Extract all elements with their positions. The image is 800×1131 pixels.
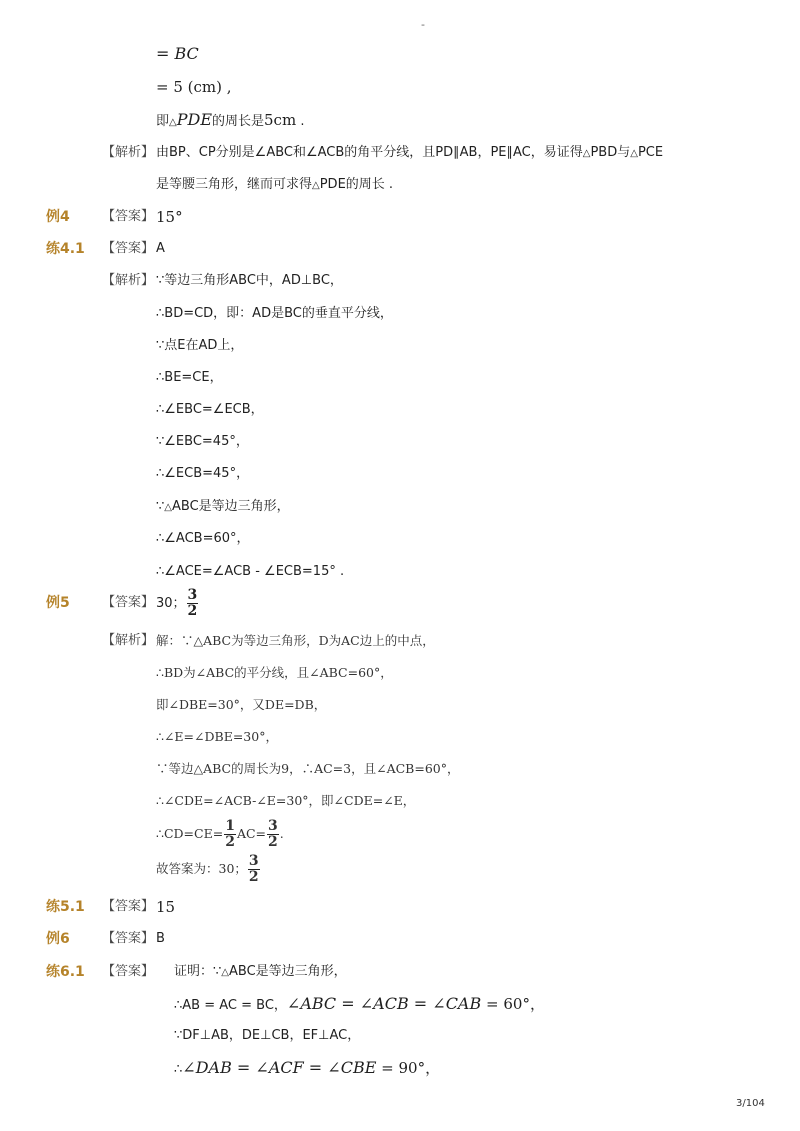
fraction: $\frac{1}{2}$ [225, 818, 235, 850]
equation-line: = BC [156, 44, 199, 63]
solution-step: ∵等边三角形ABC中，AD⊥BC， [156, 273, 343, 288]
practice-label: 练6.1 [46, 964, 85, 980]
solution-step: 解：∵△ABC为等边三角形，D为AC边上的中点， [156, 633, 435, 648]
solution-step: ∴∠EBC=∠ECB， [156, 402, 264, 417]
answer-tag: 【答案】 [102, 595, 155, 610]
solution-step: ∴BE=CE， [156, 370, 223, 385]
solution-step: ∴BD=CD，即：AD是BC的垂直平分线， [156, 306, 393, 321]
answer-value: 15° [156, 208, 183, 226]
example-label: 例6 [46, 931, 70, 947]
analysis-tag: 【解析】 [102, 633, 155, 648]
page-number: 3/104 [736, 1098, 765, 1109]
solution-step: ∴CD=CE= $\frac{1}{2}$ AC= $\frac{3}{2}$ . [156, 818, 284, 850]
solution-step: ∴∠ACE=∠ACB - ∠ECB=15° . [156, 564, 345, 579]
conclusion-line: 即△PDE的周长是5cm . [156, 110, 305, 129]
solution-step: ∴∠ACB=60°， [156, 531, 250, 546]
solution-step: ∵∠EBC=45°， [156, 434, 249, 449]
analysis-text: 由BP、CP分别是∠ABC和∠ACB的角平分线，且PD∥AB，PE∥AC，易证得△PBD与△PCE [156, 145, 664, 160]
proof-step: 证明：∵△ABC是等边三角形， [174, 964, 347, 979]
proof-step: ∴AB = AC = BC，∠ABC = ∠ACB = ∠CAB = 60°， [174, 994, 545, 1013]
equation-line: = 5 (cm) , [156, 78, 232, 96]
analysis-tag: 【解析】 [102, 145, 155, 160]
answer-value: 15 [156, 898, 176, 916]
solution-step: 故答案为：30； $\frac{3}{2}$ [156, 853, 259, 885]
answer-value: 30； $\frac{3}{2}$ [156, 587, 198, 619]
solution-step: ∴∠CDE=∠ACB-∠E=30°，即∠CDE=∠E， [156, 793, 416, 808]
answer-value: B [156, 931, 165, 946]
example-label: 例4 [46, 209, 70, 225]
solution-step: ∴∠E=∠DBE=30°， [156, 729, 278, 744]
answer-tag: 【答案】 [102, 964, 155, 979]
analysis-tag: 【解析】 [102, 273, 155, 288]
answer-tag: 【答案】 [102, 899, 155, 914]
proof-step: ∴∠DAB = ∠ACF = ∠CBE = 90°， [174, 1058, 441, 1077]
solution-step: ∴∠ECB=45°， [156, 466, 250, 481]
proof-step: ∵DF⊥AB，DE⊥CB，EF⊥AC， [174, 1028, 361, 1043]
answer-tag: 【答案】 [102, 241, 155, 256]
solution-step: ∴BD为∠ABC的平分线，且∠ABC=60°， [156, 665, 393, 680]
answer-tag: 【答案】 [102, 931, 155, 946]
solution-step: 即∠DBE=30°，又DE=DB， [156, 697, 327, 712]
solution-step: ∵点E在AD上， [156, 338, 244, 353]
fraction: $\frac{3}{2}$ [187, 587, 198, 619]
solution-step: ∵△ABC是等边三角形， [156, 499, 290, 514]
answer-tag: 【答案】 [102, 209, 155, 224]
practice-label: 练4.1 [46, 241, 85, 257]
example-label: 例5 [46, 595, 70, 611]
solution-step: ∵等边△ABC的周长为9，∴AC=3，且∠ACB=60°， [156, 761, 460, 776]
fraction: $\frac{3}{2}$ [248, 853, 259, 885]
practice-label: 练5.1 [46, 899, 85, 915]
answer-value: A [156, 241, 165, 256]
top-mark: - [421, 18, 425, 31]
analysis-text: 是等腰三角形，继而可求得△PDE的周长 . [156, 177, 394, 192]
fraction: $\frac{3}{2}$ [268, 818, 278, 850]
